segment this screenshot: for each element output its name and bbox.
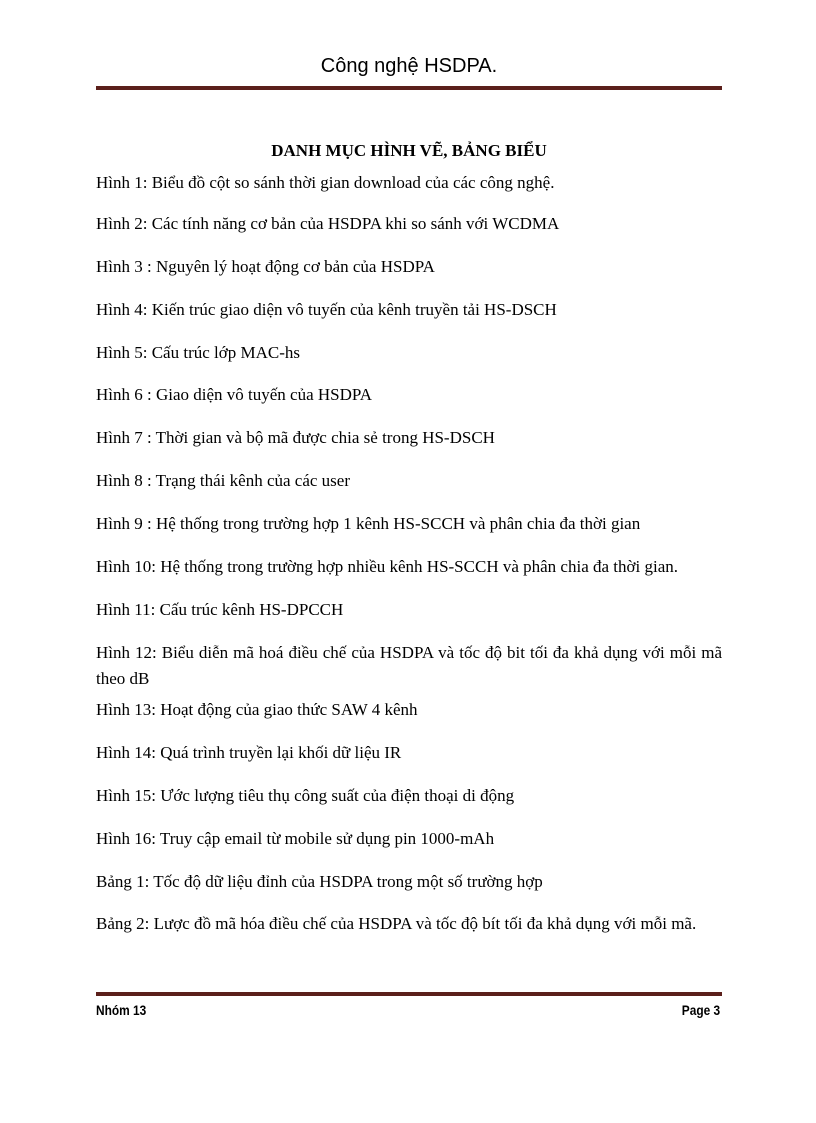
list-item-figure-2: Hình 2: Các tính năng cơ bản của HSDPA khi so sánh với WCDMA	[96, 214, 560, 233]
footer-group-name: Nhóm 13	[96, 1002, 147, 1018]
list-item-figure-7: Hình 7 : Thời gian và bộ mã được chia sẻ trong HS-DSCH	[96, 428, 495, 447]
footer-page-number: Page 3	[681, 1002, 720, 1018]
list-item-figure-15: Hình 15: Ước lượng tiêu thụ công suất của điện thoại di động	[96, 786, 515, 805]
page-header-title: Công nghệ HSDPA.	[320, 55, 498, 77]
list-item-figure-12: Hình 12: Biểu diễn mã hoá điều chế của HSDPA và tốc độ bit tối đa khả dụng với mỗi mã theo dB	[96, 643, 722, 688]
list-item-table-2: Bảng 2: Lược đồ mã hóa điều chế của HSDPA và tốc độ bít tối đa khả dụng với mỗi mã.	[96, 914, 697, 933]
list-item-figure-5: Hình 5: Cấu trúc lớp MAC-hs	[96, 343, 301, 362]
list-item-figure-9: Hình 9 : Hệ thống trong trường hợp 1 kênh HS-SCCH và phân chia đa thời gian	[96, 514, 641, 533]
list-item-figure-8: Hình 8 : Trạng thái kênh của các user	[96, 471, 350, 490]
header-divider	[96, 86, 722, 90]
list-item-figure-16: Hình 16: Truy cập email từ mobile sử dụng pin 1000-mAh	[96, 829, 495, 848]
list-item-table-1: Bảng 1: Tốc độ dữ liệu đỉnh của HSDPA trong một số trường hợp	[96, 872, 543, 891]
list-item-figure-1: Hình 1: Biểu đồ cột so sánh thời gian download của các công nghệ.	[96, 173, 555, 192]
footer-divider	[96, 992, 722, 996]
list-item-figure-13: Hình 13: Hoạt động của giao thức SAW 4 kênh	[96, 700, 418, 719]
list-item-figure-4: Hình 4: Kiến trúc giao diện vô tuyến của kênh truyền tải HS-DSCH	[96, 300, 557, 319]
list-item-figure-6: Hình 6 : Giao diện vô tuyến của HSDPA	[96, 385, 373, 404]
list-item-figure-10: Hình 10: Hệ thống trong trường hợp nhiều kênh HS-SCCH và phân chia đa thời gian.	[96, 557, 679, 576]
list-item-figure-14: Hình 14: Quá trình truyền lại khối dữ liệu IR	[96, 743, 402, 762]
section-title: DANH MỤC HÌNH VẼ, BẢNG BIỂU	[271, 141, 547, 160]
list-item-figure-11: Hình 11: Cấu trúc kênh HS-DPCCH	[96, 600, 344, 619]
list-item-figure-3: Hình 3 : Nguyên lý hoạt động cơ bản của HSDPA	[96, 257, 435, 276]
